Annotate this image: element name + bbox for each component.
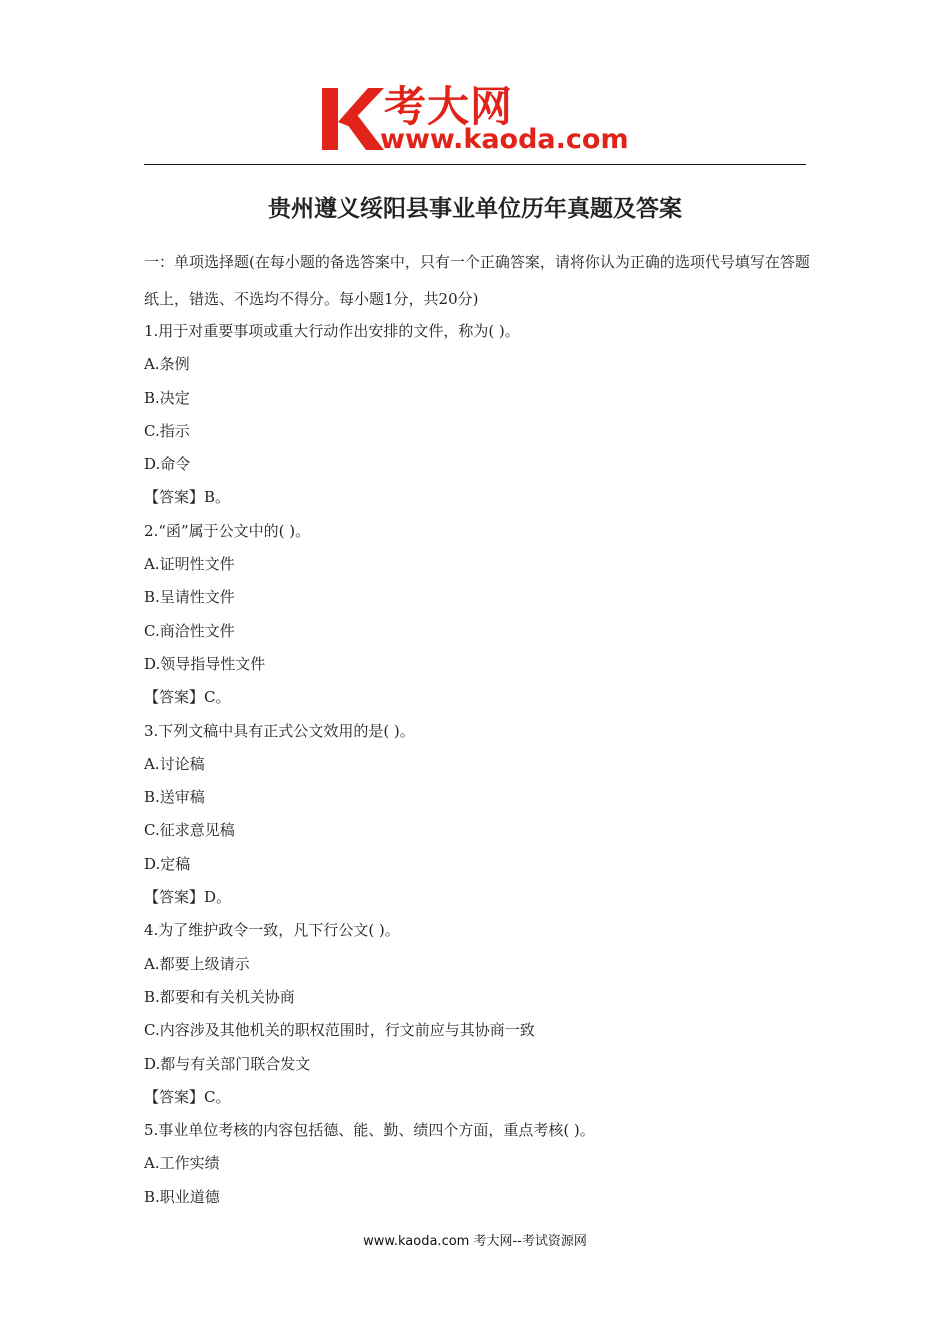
page-title: 贵州遵义绥阳县事业单位历年真题及答案 — [268, 195, 682, 222]
question-line: D.都与有关部门联合发文 — [144, 1054, 311, 1073]
question-line: B.送审稿 — [144, 788, 205, 807]
question-line: B.决定 — [144, 388, 190, 407]
question-line: 5.事业单位考核的内容包括德、能、勤、绩四个方面，重点考核( )。 — [144, 1121, 595, 1140]
question-line: C.征求意见稿 — [144, 821, 235, 840]
logo-url: www.kaoda.com — [380, 124, 629, 155]
question-line: 2.“函”属于公文中的( )。 — [144, 521, 311, 540]
question-line: 4.为了维护政令一致，凡下行公文( )。 — [144, 921, 400, 940]
question-line: A.讨论稿 — [144, 754, 205, 773]
question-line: B.都要和有关机关协商 — [144, 987, 295, 1006]
question-line: 1.用于对重要事项或重大行动作出安排的文件，称为( )。 — [144, 322, 520, 340]
question-line: 【答案】C。 — [144, 1087, 231, 1106]
kaoda-logo — [318, 78, 638, 160]
question-line: 【答案】D。 — [144, 888, 232, 907]
question-list — [144, 244, 812, 1217]
question-lines — [144, 318, 812, 1217]
question-line: A.证明性文件 — [144, 555, 235, 574]
question-line: A.工作实绩 — [144, 1154, 220, 1173]
question-line: B.呈请性文件 — [144, 588, 235, 607]
question-line: C.商洽性文件 — [144, 621, 235, 640]
question-line: 【答案】C。 — [144, 688, 231, 707]
question-line: D.命令 — [144, 455, 191, 474]
section-intro: 一：单项选择题(在每小题的备选答案中，只有一个正确答案，请将你认为正确的选项代号填写在答题纸上，错选、不选均不得分。每小题1分，共20分) — [144, 253, 810, 308]
question-line: A.条例 — [144, 355, 190, 374]
question-line: D.领导指导性文件 — [144, 654, 266, 673]
question-line: A.都要上级请示 — [144, 954, 250, 973]
header-divider — [144, 164, 806, 165]
question-line: 3.下列文稿中具有正式公文效用的是( )。 — [144, 721, 415, 740]
question-line: C.内容涉及其他机关的职权范围时，行文前应与其协商一致 — [144, 1021, 535, 1040]
logo-title: 考大网 — [384, 82, 514, 131]
question-line: B.职业道德 — [144, 1187, 220, 1206]
question-line: 【答案】B。 — [144, 488, 231, 507]
question-line: C.指示 — [144, 421, 190, 440]
question-line: D.定稿 — [144, 854, 191, 873]
page-footer: www.kaoda.com 考大网--考试资源网 — [363, 1234, 587, 1249]
logo-k-icon — [318, 82, 386, 154]
